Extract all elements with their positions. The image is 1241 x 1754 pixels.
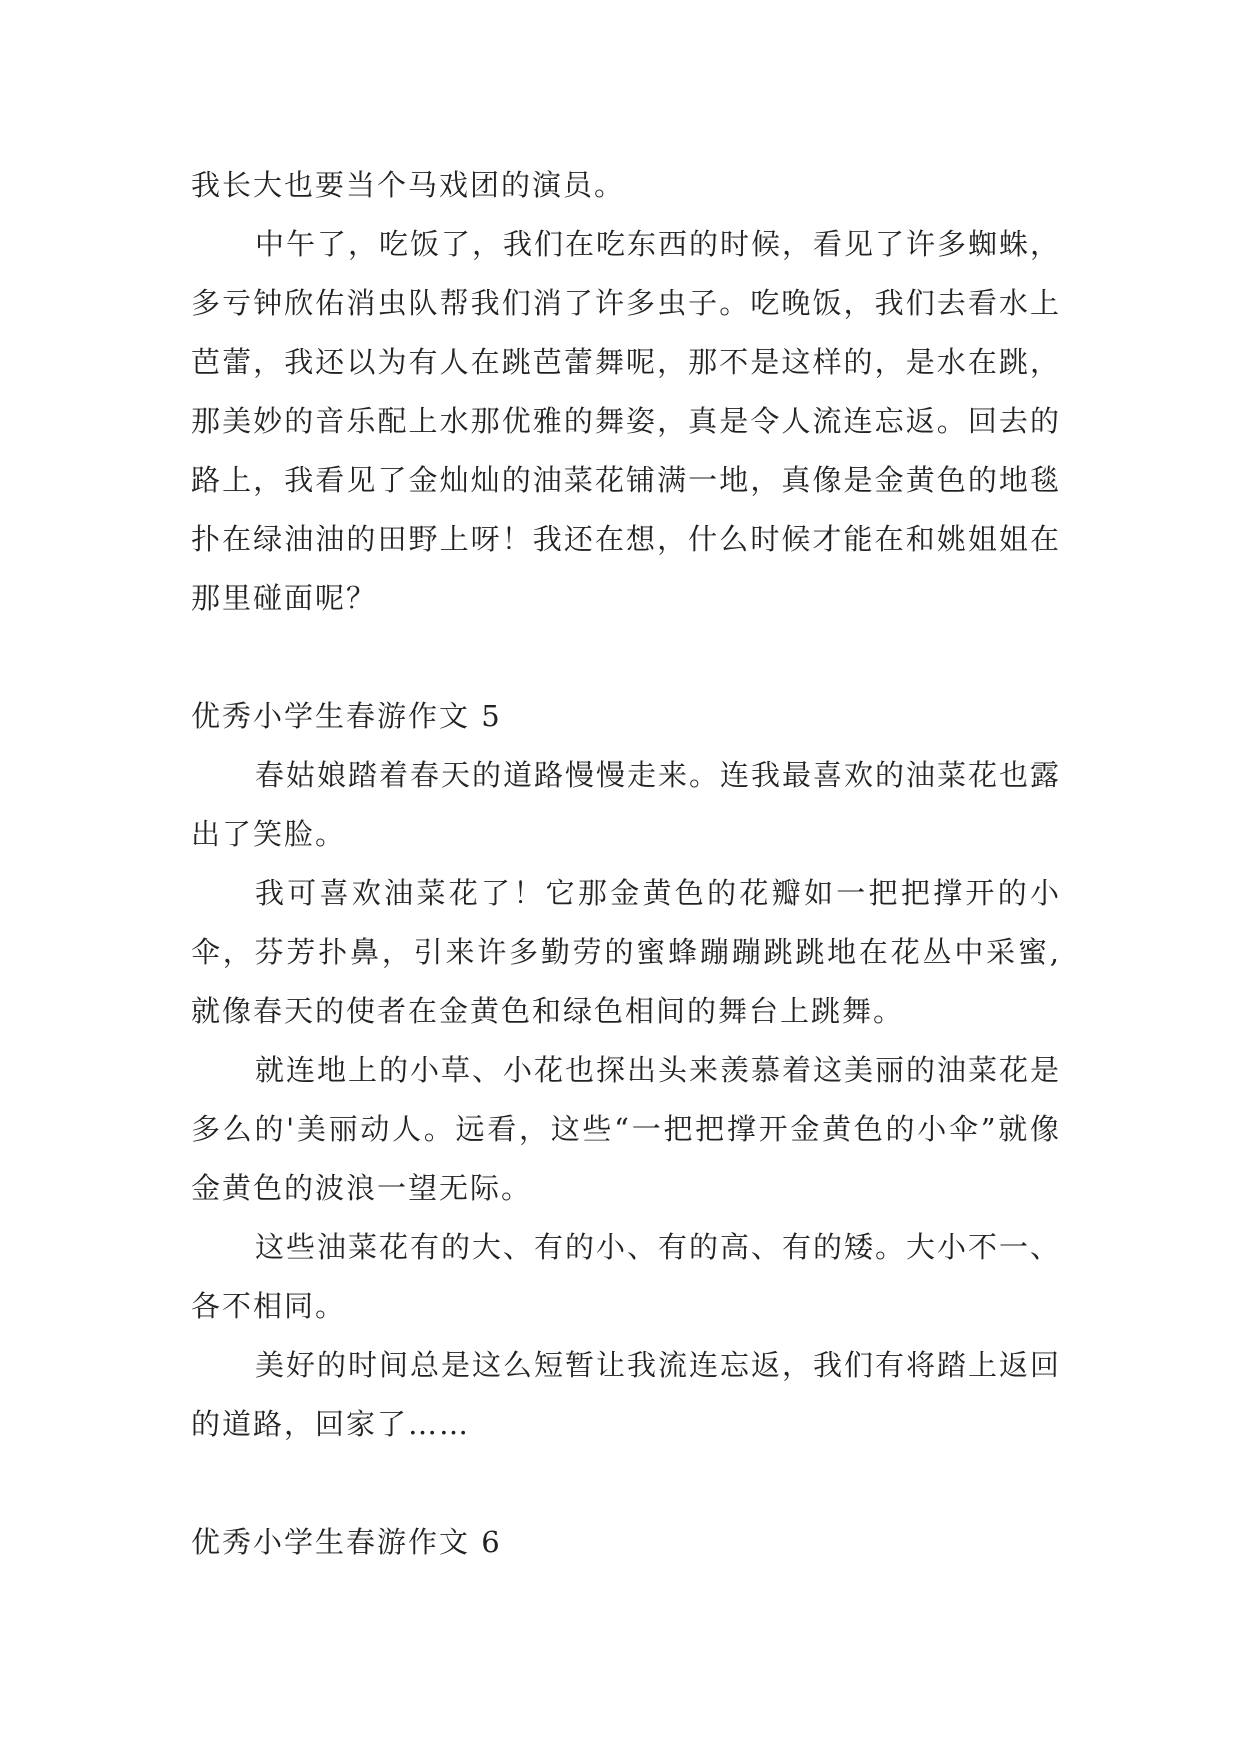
paragraph-spring-arrives: 春姑娘踏着春天的道路慢慢走来。连我最喜欢的油菜花也露出了笑脸。	[191, 758, 1062, 851]
section-title-5: 优秀小学生春游作文 5	[191, 699, 502, 733]
paragraph-sizes: 这些油菜花有的大、有的小、有的高、有的矮。大小不一、各不相同。	[191, 1230, 1062, 1323]
section-gap	[191, 628, 1061, 687]
document-body	[191, 156, 1061, 1572]
section-gap	[191, 1454, 1061, 1513]
paragraph-circus: 我长大也要当个马戏团的演员。	[191, 168, 626, 202]
paragraph-grass-envy: 就连地上的小草、小花也探出头来羡慕着这美丽的油菜花是多么的'美丽动人。远看，这些“一把把撑开金黄色的小伞”就像金黄色的波浪一望无际。	[191, 1053, 1062, 1205]
section-title-6: 优秀小学生春游作文 6	[191, 1525, 502, 1559]
paragraph-lunch-ballet: 中午了，吃饭了，我们在吃东西的时候，看见了许多蜘蛛，多亏钟欣佑消虫队帮我们消了许多虫子。吃晚饭，我们去看水上芭蕾，我还以为有人在跳芭蕾舞呢，那不是这样的，是水在跳，那美妙的音乐配上水那优雅的舞姿，真是令人流连忘返。回去的路上，我看见了金灿灿的油菜花铺满一地，真像是金黄色的地毯扑在绿油油的田野上呀！我还在想，什么时候才能在和姚姐姐在那里碰面呢？	[191, 227, 1062, 615]
paragraph-return-home: 美好的时间总是这么短暂让我流连忘返，我们有将踏上返回的道路，回家了……	[191, 1348, 1062, 1441]
paragraph-rapeseed-flowers: 我可喜欢油菜花了！它那金黄色的花瓣如一把把撑开的小伞，芬芳扑鼻，引来许多勤劳的蜜蜂蹦蹦跳跳地在花丛中采蜜,就像春天的使者在金黄色和绿色相间的舞台上跳舞。	[191, 876, 1061, 1028]
